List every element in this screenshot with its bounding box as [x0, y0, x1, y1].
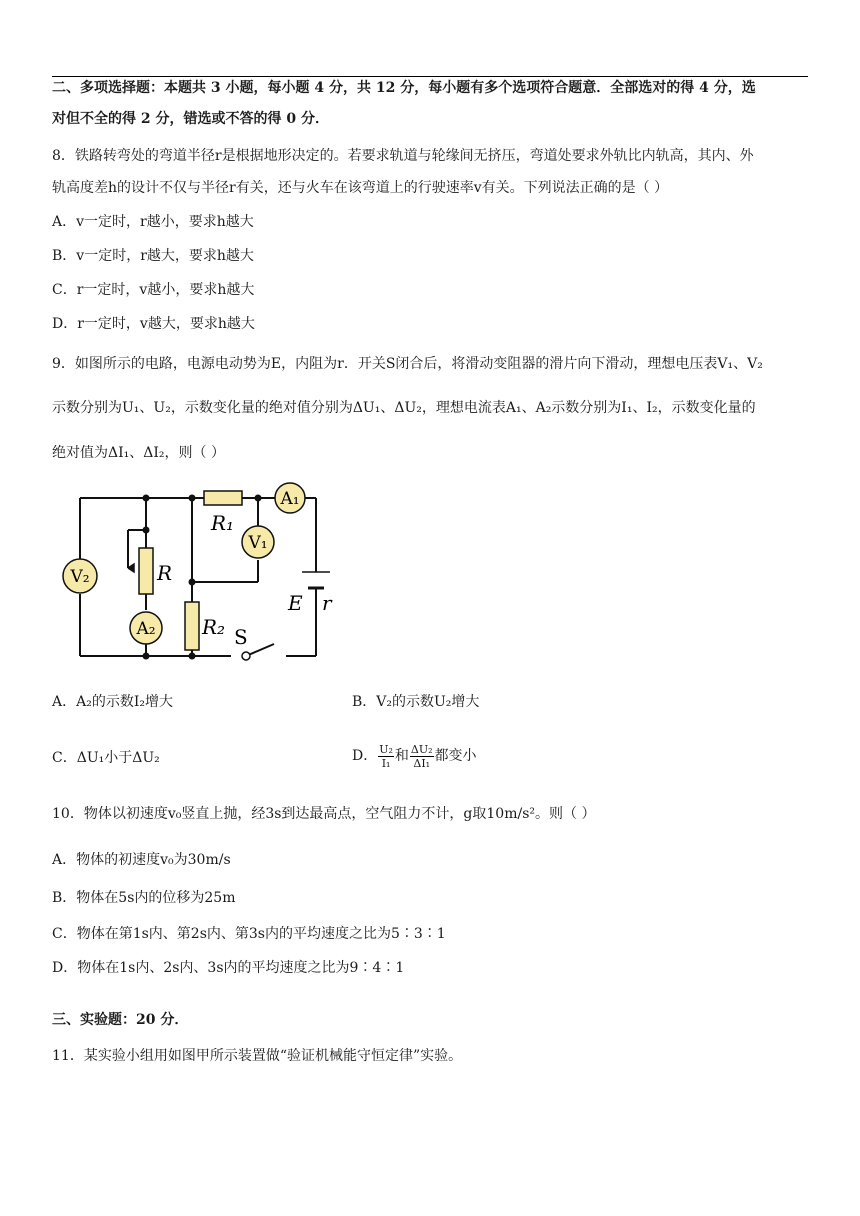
q8-stem-line2: 轨高度差h的设计不仅与半径r有关，还与火车在该弯道上的行驶速率v有关。下列说法正确的是（ ） [52, 180, 669, 196]
q9-stem-line1: 9．如图所示的电路，电源电动势为E，内阻为r．开关S闭合后，将滑动变阻器的滑片向下滑动，理想电压表V₁、V₂ [52, 356, 763, 372]
q8-option-d: D．r一定时，v越大，要求h越大 [52, 316, 255, 332]
label-r-internal: r [322, 591, 332, 615]
q10-stem: 10．物体以初速度v₀竖直上抛，经3s到达最高点，空气阻力不计，g取10m/s²。则（ ） [52, 806, 596, 822]
q9-option-b: B．V₂的示数U₂增大 [352, 694, 480, 710]
resistor-r2 [185, 602, 199, 650]
q9-option-a: A．A₂的示数I₂增大 [52, 694, 173, 710]
rheostat-r [139, 548, 153, 594]
q8-option-b: B．v一定时，r越大，要求h越大 [52, 248, 254, 264]
label-a1: A₁ [280, 489, 300, 509]
fraction2-denominator: ΔI₁ [413, 756, 431, 770]
q9-option-d-mid: 和 [394, 748, 409, 764]
fraction-du2-over-di1 [410, 743, 434, 770]
section3-heading: 三、实验题：20 分． [52, 1012, 189, 1028]
q9-option-c: C．ΔU₁小于ΔU₂ [52, 750, 160, 766]
q8-option-a: A．v一定时，r越小，要求h越大 [52, 214, 254, 230]
label-v1: V₁ [248, 533, 268, 553]
resistor-r1 [204, 491, 242, 505]
top-rule [52, 76, 808, 77]
fraction2-numerator: ΔU₂ [410, 742, 433, 756]
q10-option-d: D．物体在1s内、2s内、3s内的平均速度之比为9∶4∶1 [52, 960, 405, 976]
section2-heading-line1: 二、多项选择题：本题共 3 小题，每小题 4 分，共 12 分，每小题有多个选项符合题意．全部选对的得 4 分，选 [52, 80, 756, 96]
label-r: R [157, 561, 173, 585]
label-r2: R₂ [202, 615, 226, 639]
q11-stem: 11．某实验小组用如图甲所示装置做“验证机械能守恒定律”实验。 [52, 1048, 463, 1064]
fraction-u2-over-i1 [378, 743, 394, 770]
switch-contact [242, 652, 250, 660]
q8-stem-line1: 8．铁路转弯处的弯道半径r是根据地形决定的。若要求轨道与轮缘间无挤压，弯道处要求外轨比内轨高，其内、外 [52, 148, 754, 164]
q8-option-c: C．r一定时，v越小，要求h越大 [52, 282, 255, 298]
circuit-diagram [58, 478, 348, 670]
q9-stem-line2: 示数分别为U₁、U₂，示数变化量的绝对值分别为ΔU₁、ΔU₂，理想电流表A₁、A₂示数分别为I₁、I₂，示数变化量的 [52, 400, 756, 416]
q10-option-b: B．物体在5s内的位移为25m [52, 890, 236, 906]
q10-option-c: C．物体在第1s内、第2s内、第3s内的平均速度之比为5∶3∶1 [52, 926, 446, 942]
q9-option-d [352, 736, 477, 776]
q9-option-d-prefix: D． [352, 748, 378, 764]
label-s: S [234, 625, 248, 649]
label-e: E [288, 591, 303, 615]
section2-heading-line2: 对但不全的得 2 分，错选或不答的得 0 分． [52, 111, 329, 127]
label-a2: A₂ [136, 619, 156, 639]
q9-option-d-suffix: 都变小 [434, 748, 477, 764]
fraction1-denominator: I₁ [381, 756, 391, 770]
label-v2: V₂ [70, 567, 90, 587]
fraction1-numerator: U₂ [379, 742, 393, 756]
q9-stem-line3: 绝对值为ΔI₁、ΔI₂，则（ ） [52, 445, 225, 461]
label-r1: R₁ [211, 511, 235, 535]
q10-option-a: A．物体的初速度v₀为30m/s [52, 852, 231, 868]
